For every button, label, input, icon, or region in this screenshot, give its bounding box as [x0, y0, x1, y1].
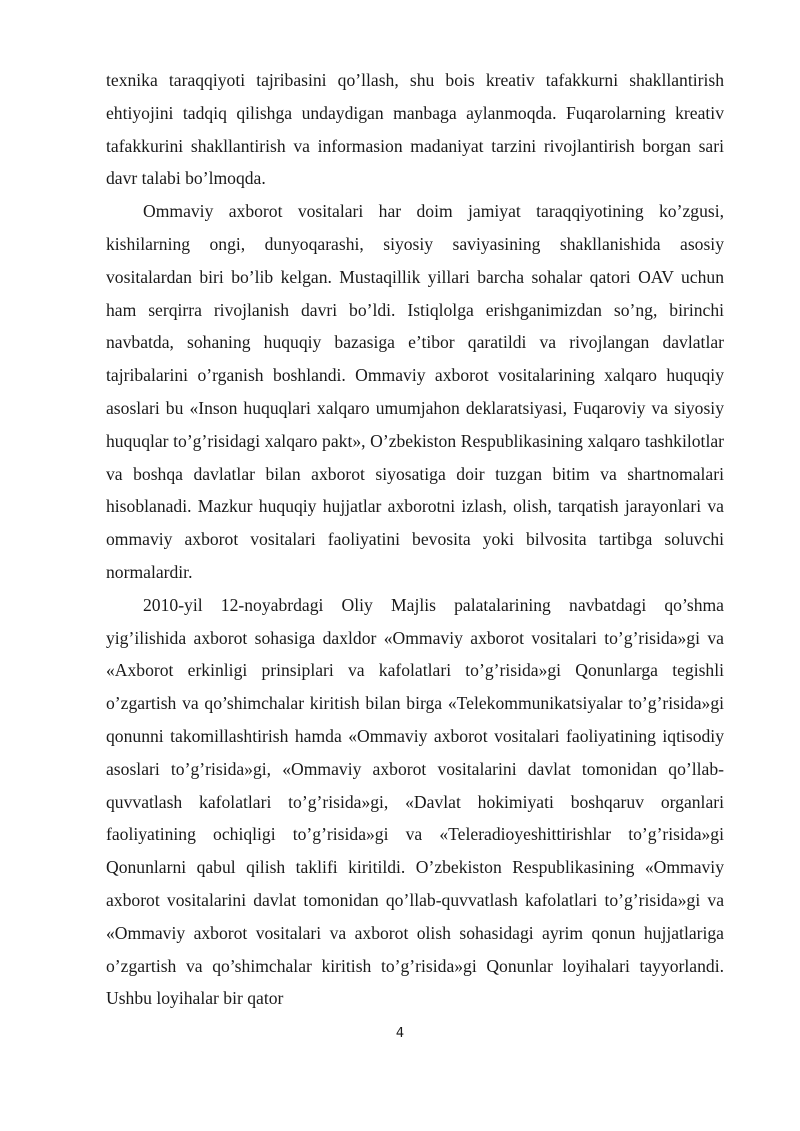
- paragraph-mass-media: Ommaviy axborot vositalari har doim jamiyat taraqqiyotining ko’zgusi, kishilarning ongi, dunyoqarashi, siyosiy saviyasining shakllanishida asosiy vositalardan biri bo’lib kelgan. Mustaqillik yillari barcha sohalar qatori OAV uchun ham serqirra rivojlanish davri bo’ldi. Istiqlolga erishganimizdan so’ng, birinchi navbatda, sohaning huquqiy bazasiga e’tibor qaratildi va rivojlangan davlatlar tajribalarini o’rganish boshlandi. Ommaviy axborot vositalarining xalqaro huquqiy asoslari bu «Inson huquqlari xalqaro umumjahon deklaratsiyasi, Fuqaroviy va siyosiy huquqlar to’g’risidagi xalqaro pakt», O’zbekiston Respublikasining xalqaro tashkilotlar va boshqa davlatlar bilan axborot siyosatiga doir tuzgan bitim va shartnomalari hisoblanadi. Mazkur huquqiy hujjatlar axborotni izlash, olish, tarqatish jarayonlari va ommaviy axborot vositalari faoliyatini bevosita yoki bilvosita tartibga soluvchi normalardir.: [106, 201, 724, 582]
- paragraph-continuation: texnika taraqqiyoti tajribasini qo’llash, shu bois kreativ tafakkurni shakllantirish ehtiyojini tadqiq qilishga undaydigan manbaga aylanmoqda. Fuqarolarning kreativ tafakkurini shakllantirish va informasion madaniyat tarzini rivojlantirish borgan sari davr talabi bo’lmoqda.: [106, 70, 724, 189]
- document-body: [106, 64, 724, 1015]
- paragraph-legislation-2010: 2010-yil 12-noyabrdagi Oliy Majlis palatalarining navbatdagi qo’shma yig’ilishida axborot sohasiga daxldor «Ommaviy axborot vositalari to’g’risida»gi va «Axborot erkinligi prinsiplari va kafolatlari to’g’risida»gi Qonunlarga tegishli o’zgartish va qo’shimchalar kiritish bilan birga «Telekommunikatsiyalar to’g’risida»gi qonunni takomillashtirish hamda «Ommaviy axborot vositalari faoliyatining iqtisodiy asoslari to’g’risida»gi, «Ommaviy axborot vositalarini davlat tomonidan qo’llab-quvvatlash kafolatlari to’g’risida»gi, «Davlat hokimiyati boshqaruv organlari faoliyatining ochiqligi to’g’risida»gi va «Teleradioyeshittirishlar to’g’risida»gi Qonunlarni qabul qilish taklifi kiritildi. O’zbekiston Respublikasining «Ommaviy axborot vositalarini davlat tomonidan qo’llab-quvvatlash kafolatlari to’g’risida»gi va «Ommaviy axborot vositalari va axborot olish sohasidagi ayrim qonun hujjatlariga o’zgartish va qo’shimchalar kiritish to’g’risida»gi Qonunlar loyihalari tayyorlandi. Ushbu loyihalar bir qator: [106, 594, 724, 1009]
- page-number: 4: [395, 1026, 405, 1041]
